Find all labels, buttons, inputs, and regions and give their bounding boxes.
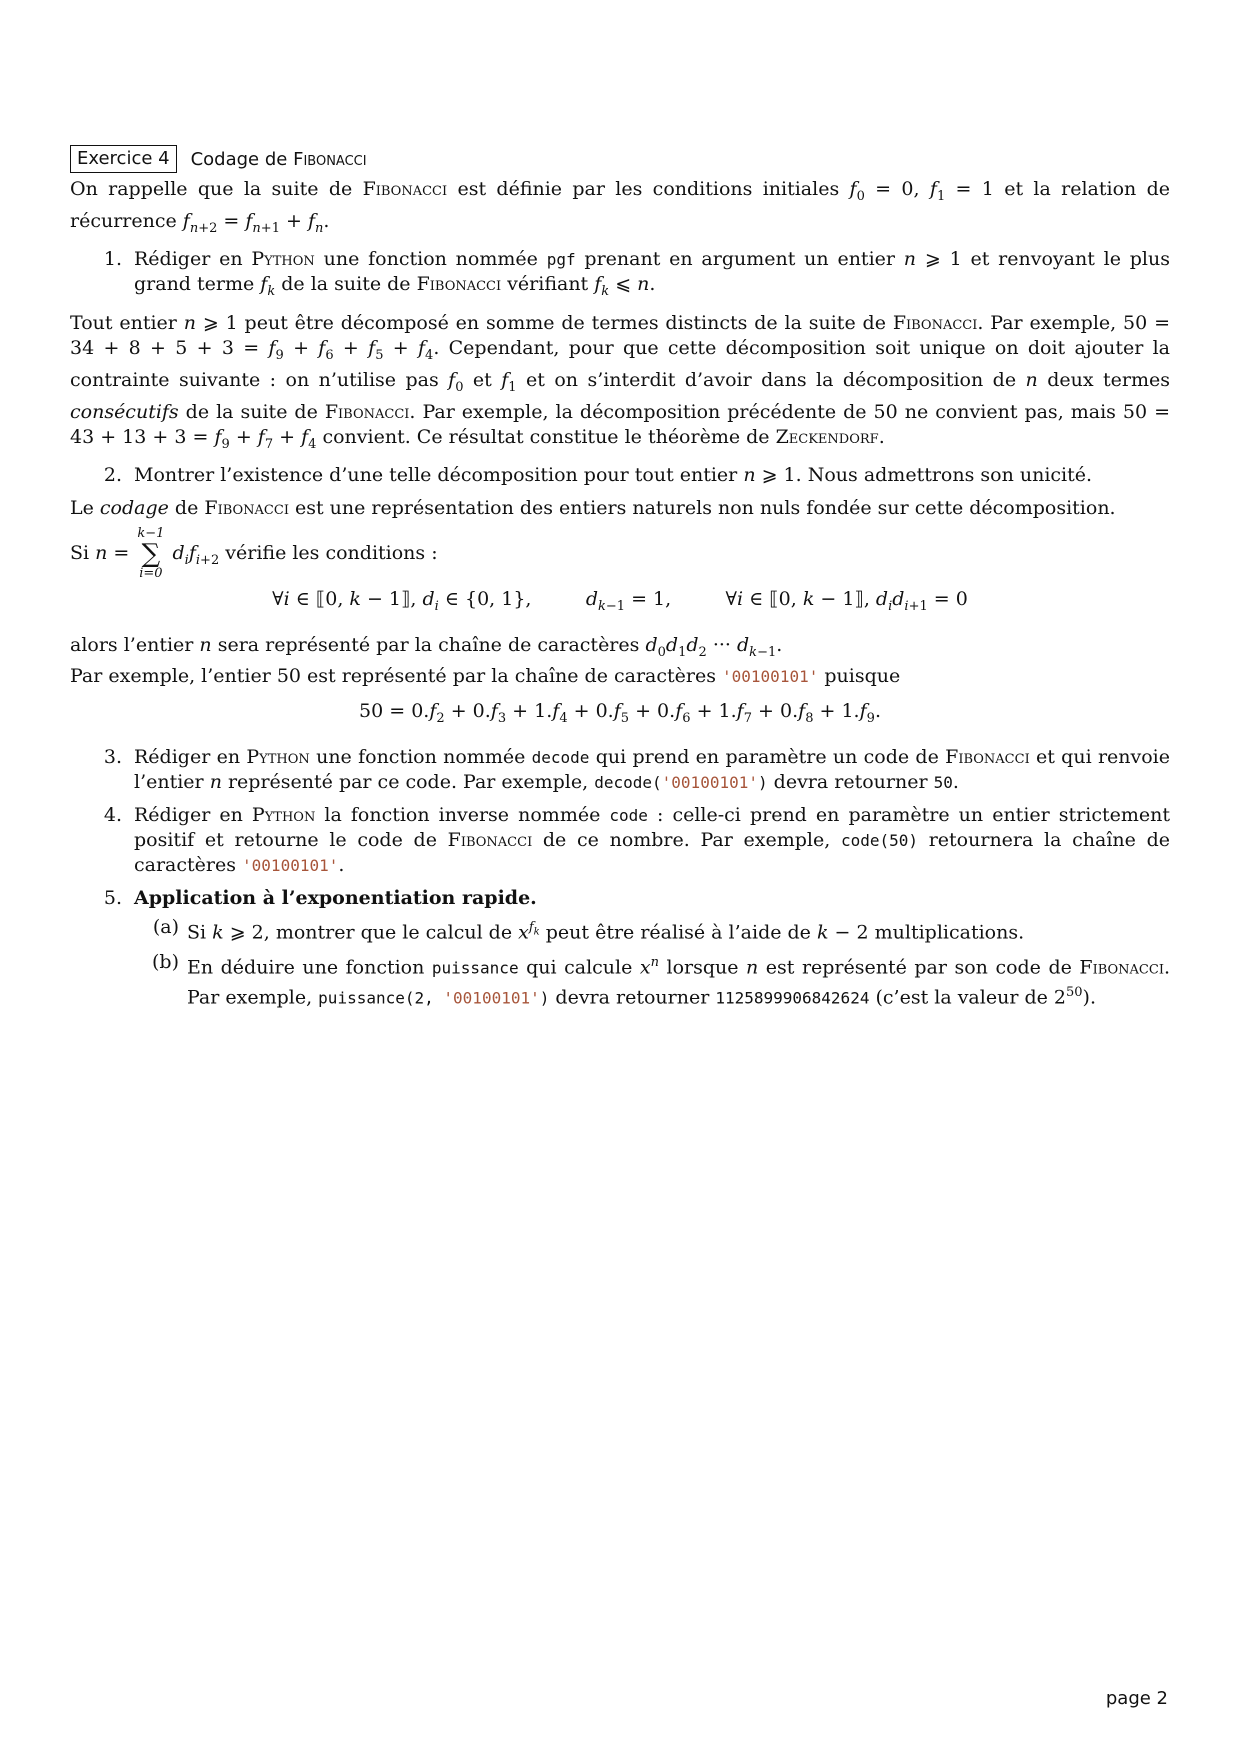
intro-paragraph: On rappelle que la suite de Fibonacci est définie par les conditions initiales $f_0 = 0$, $f_1 = 1$ et la relation de récurrence $f_{n+2} = f_{n+1} + f_n$. (70, 178, 1170, 236)
conditions-formula: ∀i ∈ ⟦0, k − 1⟧, $d_i$ ∈ {0, 1}, $d_{k-1} = 1$, ∀i ∈ ⟦0, k − 1⟧, $d_id_{i+1} = 0$ (272, 587, 968, 614)
question-5a: (a) Si k ⩾ 2, montrer que le calcul de $x^{f_k}$ peut être réalisé à l’aide de k − 2 multiplications. (152, 916, 1025, 944)
question-2: 2. Montrer l’existence d’une telle décomposition pour tout entier n ⩾ 1. Nous admettrons son unicité. (103, 463, 1093, 486)
exercise-header (70, 145, 1170, 173)
question-5: 5. Application à l’exponentiation rapide. (103, 887, 537, 910)
document-page (70, 145, 1170, 1014)
question-3: 3. Rédiger en Python une fonction nommée decode qui prend en paramètre un code de Fibonacci et qui renvoie l’entier n représenté par ce code. Par exemple, decode('00100101') devra retourner 50. (103, 746, 1171, 794)
codage-paragraph: Le codage de Fibonacci est une représentation des entiers naturels non nuls fondée sur cette décomposition. (70, 496, 1116, 519)
exercise-title: Codage de Fibonacci (190, 148, 367, 170)
page-number: page 2 (1105, 1688, 1168, 1709)
example-formula: $50 = 0.f_2 + 0.f_3 + 1.f_4 + 0.f_5 + 0.f_6 + 1.f_7 + 0.f_8 + 1.f_9$. (359, 700, 881, 727)
decomposition-paragraph: Tout entier n ⩾ 1 peut être décomposé en somme de termes distincts de la suite de Fibonacci. Par exemple, $50 = 34 + 8 + 5 + 3 = f_9 + f_6 + f_5 + f_4$. Cependant, pour que cette décomposition soit unique on doit ajouter la contrainte suivante : on n’utilise pas $f_0$ et $f_1$ et on s’interdit d’avoir dans la décomposition de n deux termes consécutifs de la suite de Fibonacci. Par exemple, la décomposition précédente de 50 ne convient pas, mais $50 = 43 + 13 + 3 = f_9 + f_7 + f_4$ convient. Ce résultat constitue le théorème de Zeckendorf. (70, 312, 1171, 452)
representation-paragraph: alors l’entier n sera représenté par la chaîne de caractères $d_0d_1d_2$ ··· $d_{k-1}$. Par exemple, l’entier 50 est représenté par la chaîne de caractères '00100101' puisque (70, 633, 901, 688)
question-5b: (b) En déduire une fonction puissance qui calcule $x^n$ lorsque n est représenté par son code de Fibonacci. Par exemple, puissance(2, '00100101') devra retourner 1125899906842624 (c’est la valeur de $2^{50}$). (152, 950, 1170, 1009)
question-1: 1. Rédiger en Python une fonction nommée pgf prenant en argument un entier n ⩾ 1 et renvoyant le plus grand terme $f_k$ de la suite de Fibonacci vérifiant $f_k$ ⩽ n. (103, 247, 1170, 299)
sum-definition: Si n = k−1 ∑ i=0 $d_if_{i+2}$ vérifie les conditions : (70, 525, 438, 581)
question-4: 4. Rédiger en Python la fonction inverse nommée code : celle-ci prend en paramètre un entier strictement positif et retourne le code de Fibonacci de ce nombre. Par exemple, code(50) retournera la chaîne de caractères '00100101'. (103, 804, 1170, 877)
exercise-label: Exercice 4 (70, 145, 177, 173)
